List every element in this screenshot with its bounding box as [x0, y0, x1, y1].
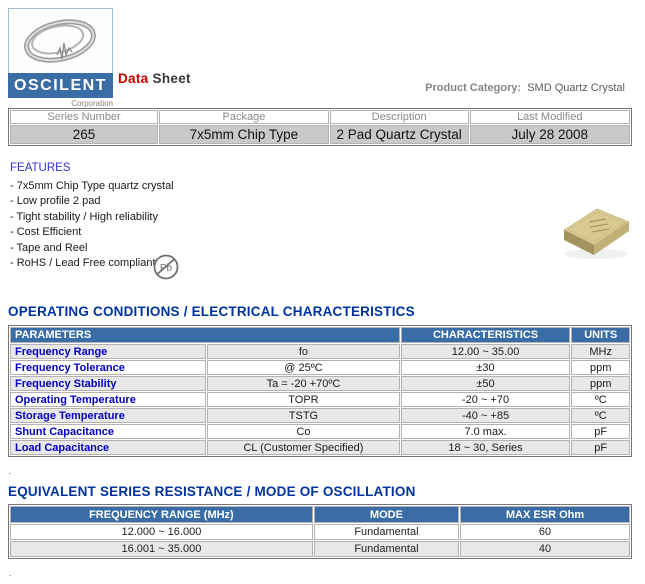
margin-dot: .	[9, 466, 12, 476]
col-parameters: PARAMETERS	[10, 327, 400, 343]
description-value: 2 Pad Quartz Crystal	[330, 125, 469, 144]
feature-item: - 7x5mm Chip Type quartz crystal	[10, 180, 174, 192]
logo-subtitle: Corporation	[71, 99, 113, 108]
esr-header-row	[10, 506, 630, 523]
page-title-data: Data	[118, 71, 149, 86]
operating-table	[8, 325, 632, 457]
parameter-unit: ppm	[571, 360, 630, 375]
parameter-unit: MHz	[571, 344, 630, 359]
table-row	[10, 392, 630, 407]
parameter-condition: TOPR	[207, 392, 400, 407]
series-info-table	[8, 108, 632, 146]
parameter-condition: @ 25ºC	[207, 360, 400, 375]
package-value: 7x5mm Chip Type	[159, 125, 329, 144]
esr-section-title: EQUIVALENT SERIES RESISTANCE / MODE OF OSCILLATION	[8, 484, 416, 499]
parameter-name: Storage Temperature	[10, 408, 206, 423]
parameter-condition: fo	[207, 344, 400, 359]
col-characteristics: CHARACTERISTICS	[401, 327, 571, 343]
parameter-name: Load Capacitance	[10, 440, 206, 455]
esr-table	[8, 504, 632, 559]
page-title-sheet: Sheet	[152, 71, 191, 86]
info-header-row	[10, 110, 630, 124]
parameter-unit: ºC	[571, 408, 630, 423]
parameter-name: Shunt Capacitance	[10, 424, 206, 439]
parameter-condition: TSTG	[207, 408, 400, 423]
parameter-name: Frequency Tolerance	[10, 360, 206, 375]
parameter-unit: ppm	[571, 376, 630, 391]
parameter-condition: Co	[207, 424, 400, 439]
operating-header-row	[10, 327, 630, 343]
last-modified-value: July 28 2008	[470, 125, 630, 144]
esr-value: 40	[460, 541, 630, 557]
product-category-value: SMD Quartz Crystal	[527, 82, 625, 94]
feature-item: - Low profile 2 pad	[10, 195, 101, 208]
parameter-characteristic: ±50	[401, 376, 571, 391]
parameter-characteristic: ±30	[401, 360, 571, 375]
company-logo	[8, 8, 113, 108]
parameter-characteristic: 7.0 max.	[401, 424, 571, 439]
col-last-modified: Last Modified	[470, 110, 630, 124]
parameter-unit: ºC	[571, 392, 630, 407]
chip-photo	[556, 200, 636, 267]
series-number-value: 265	[10, 125, 158, 144]
parameter-unit: pF	[571, 440, 630, 455]
parameter-characteristic: 18 ~ 30, Series	[401, 440, 571, 455]
col-series-number: Series Number	[10, 110, 158, 124]
parameter-condition: Ta = -20 +70ºC	[207, 376, 400, 391]
logo-swoosh-icon	[13, 11, 108, 71]
feature-item: - Cost Efficient	[10, 226, 82, 239]
logo-wordmark: OSCILENT	[8, 73, 113, 98]
parameter-name: Frequency Range	[10, 344, 206, 359]
col-mode: MODE	[314, 506, 459, 523]
feature-item: - Tight stability / High reliability	[10, 210, 158, 223]
feature-item: - RoHS / Lead Free compliant	[10, 257, 156, 270]
col-units: UNITS	[571, 327, 630, 343]
parameter-condition: CL (Customer Specified)	[207, 440, 400, 455]
esr-range: 16.001 ~ 35.000	[10, 541, 313, 557]
pb-free-icon	[152, 253, 180, 286]
col-max-esr: MAX ESR Ohm	[460, 506, 630, 523]
col-description: Description	[330, 110, 469, 124]
info-value-row	[10, 125, 630, 144]
table-row	[10, 360, 630, 375]
product-category-label: Product Category:	[425, 82, 522, 94]
pb-icon-text: Pb	[159, 263, 173, 274]
parameter-name: Frequency Stability	[10, 376, 206, 391]
page-title	[118, 71, 191, 86]
margin-dot: .	[9, 568, 12, 578]
table-row	[10, 344, 630, 359]
product-category	[425, 82, 625, 94]
esr-mode: Fundamental	[314, 524, 459, 540]
parameter-unit: pF	[571, 424, 630, 439]
col-frequency-range: FREQUENCY RANGE (MHz)	[10, 506, 313, 523]
table-row	[10, 376, 630, 391]
feature-item: - Tape and Reel	[10, 241, 88, 254]
parameter-name: Operating Temperature	[10, 392, 206, 407]
features-title: FEATURES	[10, 162, 71, 174]
esr-value: 60	[460, 524, 630, 540]
logo-ellipse-icon	[8, 8, 113, 73]
table-row	[10, 524, 630, 540]
table-row	[10, 408, 630, 423]
parameter-characteristic: 12.00 ~ 35.00	[401, 344, 571, 359]
table-row	[10, 424, 630, 439]
esr-range: 12.000 ~ 16.000	[10, 524, 313, 540]
parameter-characteristic: -40 ~ +85	[401, 408, 571, 423]
parameter-characteristic: -20 ~ +70	[401, 392, 571, 407]
col-package: Package	[159, 110, 329, 124]
operating-section-title: OPERATING CONDITIONS / ELECTRICAL CHARACTERISTICS	[8, 304, 415, 319]
table-row	[10, 440, 630, 455]
table-row	[10, 541, 630, 557]
esr-mode: Fundamental	[314, 541, 459, 557]
